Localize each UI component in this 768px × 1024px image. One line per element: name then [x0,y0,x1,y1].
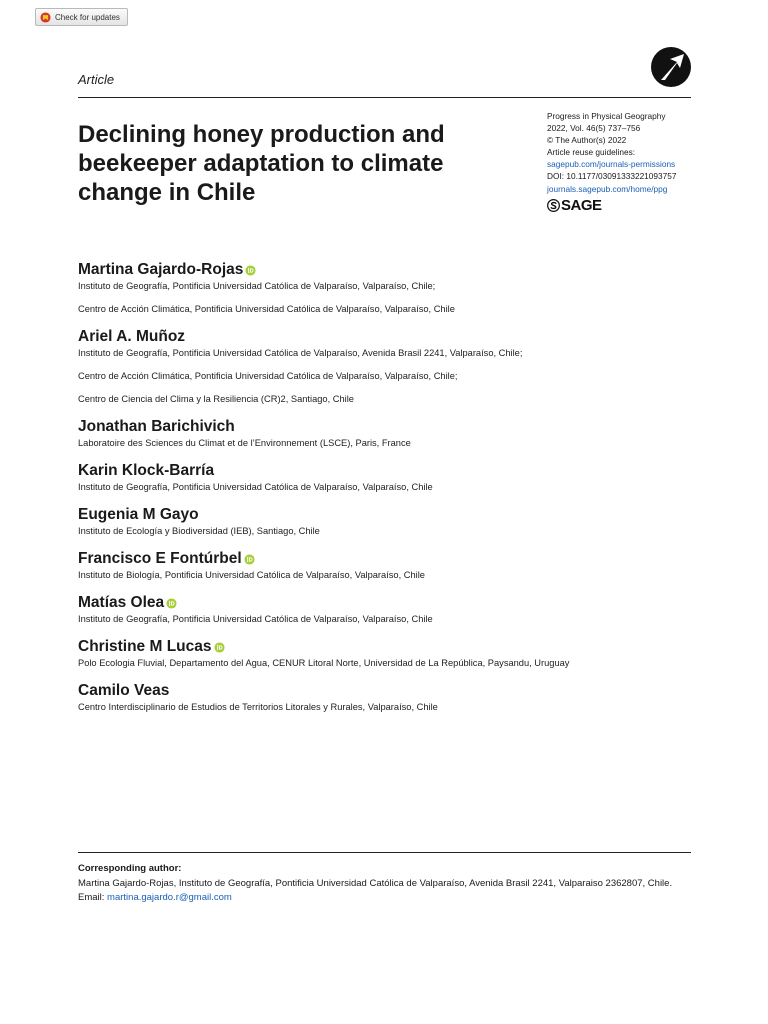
author-name: Matías Olea [78,594,165,611]
header-divider [78,97,691,98]
article-type-label: Article [78,72,115,87]
doi: DOI: 10.1177/03091333221093757 [547,171,677,182]
journal-name: Progress in Physical Geography [547,111,666,121]
author-name: Eugenia M Gayo [78,506,199,523]
author-name: Camilo Veas [78,682,170,699]
article-title: Declining honey production and beekeeper adaptation to climate change in Chile [78,121,445,206]
footer-divider [78,852,691,853]
author-entry [78,505,698,537]
reuse-label: Article reuse guidelines: [547,147,636,158]
author-affiliation: Instituto de Geografía, Pontificia Universidad Católica de Valparaíso, Valparaíso, Chile; [78,281,436,291]
author-affiliation: Laboratoire des Sciences du Climat et de l’Environnement (LSCE), Paris, France [78,438,411,448]
sage-logo-icon [547,199,560,212]
author-affiliation: Instituto de Ecología y Biodiversidad (IEB), Santiago, Chile [78,526,320,536]
author-entry [78,549,698,581]
corresponding-author-label: Corresponding author: [78,863,182,874]
author-entry [78,417,698,449]
copyright-notice: © The Author(s) 2022 [547,135,627,146]
author-name-row [78,327,698,347]
author-affiliation: Instituto de Geografía, Pontificia Universidad Católica de Valparaíso, Valparaíso, Chile [78,614,433,624]
author-affiliation: Instituto de Biología, Pontificia Universidad Católica de Valparaíso, Valparaíso, Chile [78,570,425,580]
author-name: Ariel A. Muñoz [78,328,186,345]
publisher-name: SAGE [561,196,602,214]
journal-volume: 2022, Vol. 46(5) 737–756 [547,123,641,134]
email-link[interactable]: martina.gajardo.r@gmail.com [107,892,232,903]
author-affiliation: Instituto de Geografía, Pontificia Universidad Católica de Valparaíso, Avenida Brasil 2241, Valparaíso, Chile; [78,348,523,358]
author-name: Christine M Lucas [78,638,212,655]
author-name: Karin Klock-Barría [78,462,215,479]
publisher-logo [547,198,697,214]
author-name: Martina Gajardo-Rojas [78,261,244,278]
author-name-row [78,461,698,481]
corresponding-author-block [78,862,693,906]
journal-home-link[interactable]: journals.sagepub.com/home/ppg [547,183,668,194]
author-name-row [78,593,698,613]
author-name-row [78,549,698,569]
check-for-updates-button[interactable] [35,8,128,26]
reuse-guidelines-link[interactable]: sagepub.com/journals-permissions [547,159,676,170]
orcid-icon[interactable] [244,554,255,565]
author-name: Jonathan Barichivich [78,418,235,435]
author-entry [78,461,698,493]
orcid-icon[interactable] [245,265,256,276]
orcid-icon[interactable] [166,598,177,609]
author-affiliation: Centro de Acción Climática, Pontificia Universidad Católica de Valparaíso, Valparaíso, Chile [78,304,455,314]
author-list [78,260,698,725]
check-updates-icon [40,12,51,23]
corresponding-author-email [78,891,693,906]
author-affiliation: Centro de Ciencia del Clima y la Resiliencia (CR)2, Santiago, Chile [78,394,354,404]
check-updates-label: Check for updates [55,12,120,22]
journal-metadata [547,110,697,214]
author-entry [78,637,698,669]
author-entry [78,260,698,315]
author-affiliation: Centro Interdisciplinario de Estudios de Territorios Litorales y Rurales, Valparaíso, Chile [78,702,438,712]
author-entry [78,593,698,625]
author-entry [78,681,698,713]
email-label: Email: [78,892,105,903]
journal-logo-icon [650,46,692,88]
author-entry [78,327,698,405]
author-name-row [78,417,698,437]
corresponding-author-address: Martina Gajardo-Rojas, Instituto de Geografía, Pontificia Universidad Católica de Valparaíso, Avenida Brasil 2241, Valparaiso 2362807, Chile. [78,877,673,889]
author-name-row [78,637,698,657]
orcid-icon[interactable] [214,642,225,653]
author-name-row [78,681,698,701]
author-name-row [78,260,698,280]
author-name: Francisco E Fontúrbel [78,550,242,567]
author-name-row [78,505,698,525]
author-affiliation: Instituto de Geografía, Pontificia Universidad Católica de Valparaíso, Valparaíso, Chile [78,482,433,492]
author-affiliation: Polo Ecologia Fluvial, Departamento del Agua, CENUR Litoral Norte, Universidad de La República, Paysandu, Uruguay [78,658,570,668]
author-affiliation: Centro de Acción Climática, Pontificia Universidad Católica de Valparaíso, Valparaíso, Chile; [78,371,458,381]
